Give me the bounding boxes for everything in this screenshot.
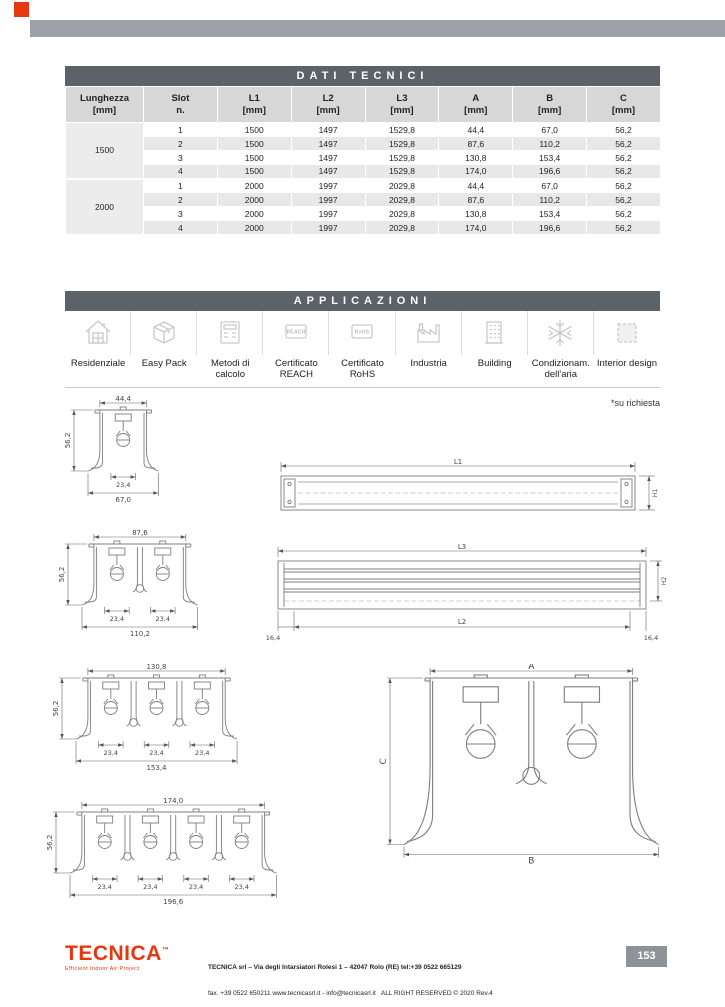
col-l3: L3 [mm] [365, 87, 439, 123]
app-condizionamento-aria [528, 311, 594, 387]
dim-label-l2: L2 [457, 618, 467, 626]
cell: 56,2 [587, 165, 661, 179]
dim-label-bottom: 110,2 [129, 630, 150, 638]
dim-label-slot: 23,4 [234, 883, 249, 891]
dim-label-top: 130,8 [146, 664, 167, 671]
dim-label-top: 44,4 [115, 396, 131, 403]
table-row [66, 165, 661, 179]
cell: 1997 [291, 193, 365, 207]
dim-label-top: A [528, 664, 535, 672]
dim-label-side: 56,2 [52, 700, 60, 717]
app-interior-design [594, 311, 660, 387]
cell: 56,2 [587, 207, 661, 221]
cell: 130,8 [439, 151, 513, 165]
cell: 1529,8 [365, 165, 439, 179]
cell: 1529,8 [365, 151, 439, 165]
dim-label-slot: 23,4 [155, 615, 171, 623]
cell: 1500 [217, 151, 291, 165]
app-easy-pack [131, 311, 197, 387]
cell: 174,0 [439, 221, 513, 235]
dim-label-side: 56,2 [46, 834, 54, 851]
cell: 153,4 [513, 207, 587, 221]
table-row [66, 179, 661, 193]
cell: 2029,8 [365, 221, 439, 235]
app-certificato-reach [263, 311, 329, 387]
tecnica-logo-tagline: Efficient Indoor Air Project [65, 966, 140, 972]
top-red-square [14, 2, 29, 17]
cell: 56,2 [587, 151, 661, 165]
cell: 1500 [217, 165, 291, 179]
cell: 2029,8 [365, 207, 439, 221]
cell: 1 [144, 123, 218, 137]
dim-label-top: 87,6 [132, 530, 148, 537]
dim-label-side: 56,2 [64, 432, 72, 449]
drawing-section-large [378, 664, 665, 870]
app-label: Industria [410, 358, 447, 369]
dim-label-slot: 23,4 [115, 481, 131, 489]
table-row [66, 193, 661, 207]
reach-badge-text: REACH [286, 329, 306, 336]
app-label: Metodi di calcolo [210, 358, 250, 380]
dim-label-bottom: 67,0 [115, 496, 131, 504]
cell-length-2000: 2000 [66, 179, 144, 235]
cell: 2000 [217, 179, 291, 193]
cell: 2029,8 [365, 179, 439, 193]
app-label: Interior design [596, 358, 658, 369]
dim-label-slot: 23,4 [188, 883, 204, 891]
drawing-profile-3-slot [50, 664, 244, 778]
dim-label-h1: H1 [652, 488, 659, 498]
cell: 196,6 [513, 165, 587, 179]
dim-label-slot: 23,4 [195, 749, 210, 757]
cell: 1497 [291, 137, 365, 151]
trademark-symbol: ™ [161, 947, 170, 954]
table-row [66, 151, 661, 165]
app-metodi-di-calcolo [197, 311, 263, 387]
cell: 1529,8 [365, 123, 439, 137]
cell: 56,2 [587, 123, 661, 137]
app-label: Condizionam. dell'aria [531, 358, 590, 380]
app-industria [396, 311, 462, 387]
cell: 56,2 [587, 193, 661, 207]
cell: 1497 [291, 123, 365, 137]
app-certificato-rohs [329, 311, 395, 387]
dim-label-slot: 23,4 [97, 883, 112, 891]
dim-label-h2: H2 [661, 576, 668, 586]
package-icon [131, 311, 197, 355]
cell: 56,2 [587, 221, 661, 235]
dati-tecnici-section [65, 66, 660, 235]
tecnica-logo-word: TECNICA™ [65, 942, 170, 965]
footer-address-line1: TECNICA srl – Via degli Intarsiatori Rolesi 1 – 42047 Rolo (RE) tel:+39 0522 665129 [208, 964, 462, 971]
app-label: Certificato RoHS [341, 358, 384, 380]
cell: 2 [144, 137, 218, 151]
cell: 174,0 [439, 165, 513, 179]
cell: 44,4 [439, 123, 513, 137]
cell: 4 [144, 165, 218, 179]
cell: 2000 [217, 193, 291, 207]
drawing-profile-1-slot [62, 396, 165, 510]
reach-badge-icon [263, 311, 329, 355]
drawing-side-view-l1 [265, 458, 665, 535]
dim-label-slot: 23,4 [149, 749, 164, 757]
cell: 3 [144, 207, 218, 221]
drawing-side-view-l3-l2 [258, 543, 672, 650]
cell: 130,8 [439, 207, 513, 221]
col-slot: Slot n. [144, 87, 218, 123]
cell: 1497 [291, 165, 365, 179]
dim-label-slot: 23,4 [143, 883, 158, 891]
dim-label-bottom: 153,4 [146, 764, 167, 772]
tecnica-logo [65, 940, 200, 972]
cell: 4 [144, 221, 218, 235]
dim-label-bottom: 196,6 [163, 898, 184, 906]
cell: 3 [144, 151, 218, 165]
page-number-badge: 153 [626, 946, 667, 967]
dim-label-left-offset: 16,4 [265, 634, 281, 642]
cell: 153,4 [513, 151, 587, 165]
app-label: Building [477, 358, 512, 369]
cell: 1529,8 [365, 137, 439, 151]
table-row [66, 123, 661, 137]
cell: 1 [144, 179, 218, 193]
applicazioni-section [65, 291, 660, 388]
footer-address [208, 947, 548, 1007]
house-icon [65, 311, 131, 355]
col-l1: L1 [mm] [217, 87, 291, 123]
footnote-su-richiesta: *su richiesta [610, 398, 660, 408]
cell: 1997 [291, 179, 365, 193]
cell: 1500 [217, 137, 291, 151]
cell: 1997 [291, 207, 365, 221]
col-l2: L2 [mm] [291, 87, 365, 123]
col-lunghezza: Lunghezza [mm] [66, 87, 144, 123]
cell: 110,2 [513, 137, 587, 151]
cell: 56,2 [587, 179, 661, 193]
rohs-badge-text: RoHS [354, 329, 370, 336]
table-row [66, 221, 661, 235]
cell: 87,6 [439, 193, 513, 207]
app-label: Certificato REACH [275, 358, 318, 380]
table-row [66, 207, 661, 221]
dim-label-right-offset: 16,4 [643, 634, 659, 642]
rohs-badge-icon [329, 311, 395, 355]
cell: 56,2 [587, 137, 661, 151]
cell: 2029,8 [365, 193, 439, 207]
interior-design-icon [594, 311, 660, 355]
cell: 196,6 [513, 221, 587, 235]
applicazioni-title: APPLICAZIONI [65, 291, 660, 311]
building-icon [462, 311, 528, 355]
drawing-profile-2-slot [56, 530, 204, 644]
table-row [66, 137, 661, 151]
cell: 2 [144, 193, 218, 207]
cell: 67,0 [513, 123, 587, 137]
cell: 1997 [291, 221, 365, 235]
cell: 110,2 [513, 193, 587, 207]
dim-label-top: 174,0 [163, 798, 184, 805]
cell-length-1500: 1500 [66, 123, 144, 179]
col-a: A [mm] [439, 87, 513, 123]
cell: 67,0 [513, 179, 587, 193]
cell: 2000 [217, 221, 291, 235]
app-label: Easy Pack [141, 358, 187, 369]
footer-address-line2: fax. +39 0522 650211 www.tecnicasrl.it - info@tecnicasrl.it ALL RIGHT RESERVED © 2020 Rev.4 [208, 989, 493, 997]
cell: 2000 [217, 207, 291, 221]
snowflake-icon [528, 311, 594, 355]
col-b: B [mm] [513, 87, 587, 123]
dim-label-l1: L1 [453, 458, 463, 466]
col-c: C [mm] [587, 87, 661, 123]
table-header-row [66, 87, 661, 123]
top-gray-bar [30, 20, 725, 37]
applications-row [65, 311, 660, 387]
dim-label-l3: L3 [457, 543, 467, 551]
dim-label-bottom: B [528, 856, 535, 865]
cell: 87,6 [439, 137, 513, 151]
dati-tecnici-title: DATI TECNICI [65, 66, 660, 86]
app-building [462, 311, 528, 387]
dim-label-slot: 23,4 [109, 615, 125, 623]
cell: 1497 [291, 151, 365, 165]
dim-label-slot: 23,4 [103, 749, 119, 757]
app-label: Residenziale [70, 358, 126, 369]
factory-icon [396, 311, 462, 355]
drawing-profile-4-slot [44, 798, 283, 912]
cell: 44,4 [439, 179, 513, 193]
dim-label-side: 56,2 [58, 566, 66, 583]
calculator-icon [197, 311, 263, 355]
cell: 1500 [217, 123, 291, 137]
dati-tecnici-table [65, 86, 661, 235]
app-residenziale [65, 311, 131, 387]
dim-label-side: C [379, 758, 389, 765]
